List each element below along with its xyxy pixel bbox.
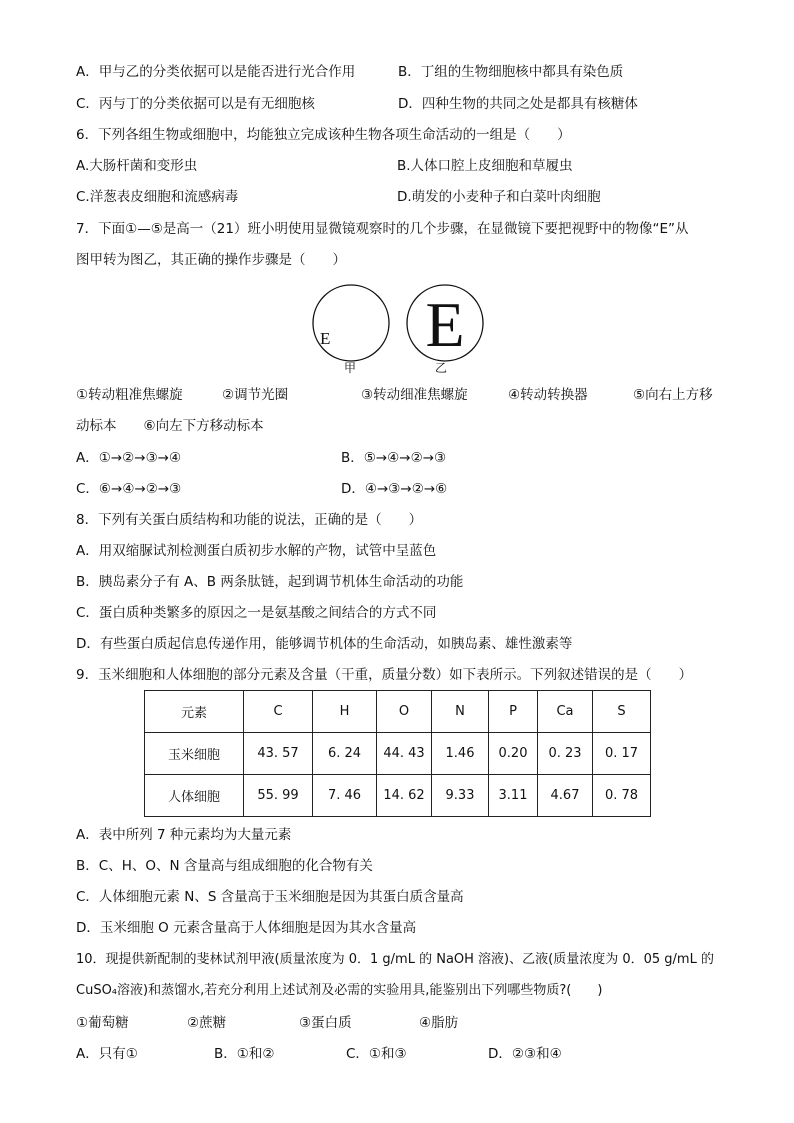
table-cell: 0. 23	[538, 733, 593, 775]
q9-option-a: A．表中所列 7 种元素均为大量元素	[76, 827, 292, 843]
table-header-cell: P	[489, 691, 538, 733]
table-header-row	[145, 691, 651, 733]
q5-option-c: C．丙与丁的分类依据可以是有无细胞核	[76, 96, 315, 112]
table-row	[145, 775, 651, 817]
q10-option-a: A．只有①	[76, 1046, 138, 1062]
table-cell: 9.33	[432, 775, 489, 817]
q8-stem: 8．下列有关蛋白质结构和功能的说法，正确的是（ ）	[76, 512, 423, 528]
q10-item-4: ④脂肪	[419, 1015, 459, 1031]
q7-step-2: ②调节光圈	[222, 387, 289, 403]
table-header-cell: H	[313, 691, 377, 733]
letter-e-small: E	[320, 329, 331, 348]
q7-step-4: ④转动转换器	[508, 387, 588, 403]
table-header-cell: Ca	[538, 691, 593, 733]
q7-stem-line2: 图甲转为图乙，其正确的操作步骤是（ ）	[76, 252, 346, 268]
q8-option-d: D．有些蛋白质起信息传递作用，能够调节机体的生命活动，如胰岛素、雄性激素等	[76, 636, 573, 652]
table-header-cell: O	[377, 691, 432, 733]
table-cell: 人体细胞	[145, 775, 244, 817]
table-cell: 14. 62	[377, 775, 432, 817]
table-cell: 0.20	[489, 733, 538, 775]
q9-stem: 9．玉米细胞和人体细胞的部分元素及含量（干重，质量分数）如下表所示。下列叙述错误的是（ ）	[76, 667, 693, 683]
table-cell: 3.11	[489, 775, 538, 817]
view-circle-jia	[313, 285, 389, 361]
table-cell: 1.46	[432, 733, 489, 775]
q7-option-a: A．①→②→③→④	[76, 450, 182, 466]
table-cell: 55. 99	[244, 775, 313, 817]
q10-item-2: ②蔗糖	[187, 1015, 227, 1031]
element-content-table	[144, 690, 651, 817]
table-cell: 6. 24	[313, 733, 377, 775]
caption-yi: 乙	[435, 361, 448, 375]
q9-option-d: D．玉米细胞 O 元素含量高于人体细胞是因为其水含量高	[76, 920, 417, 936]
q8-option-c: C．蛋白质种类繁多的原因之一是氨基酸之间结合的方式不同	[76, 605, 437, 621]
q7-option-b: B．⑤→④→②→③	[341, 450, 447, 466]
q8-option-a: A．用双缩脲试剂检测蛋白质初步水解的产物，试管中呈蓝色	[76, 543, 437, 559]
q9-option-c: C．人体细胞元素 N、S 含量高于玉米细胞是因为其蛋白质含量高	[76, 889, 464, 905]
q5-option-d: D．四种生物的共同之处是都具有核糖体	[398, 96, 638, 112]
q7-step-1: ①转动粗准焦螺旋	[76, 387, 183, 403]
table-header-cell: S	[593, 691, 651, 733]
q10-stem-line2: CuSO₄溶液)和蒸馏水,若充分利用上述试剂及必需的实验用具,能鉴别出下列哪些物质?( )	[76, 983, 603, 998]
q6-option-a: A.大肠杆菌和变形虫	[76, 158, 198, 174]
q9-option-b: B．C、H、O、N 含量高与组成细胞的化合物有关	[76, 858, 373, 874]
q10-item-1: ①葡萄糖	[76, 1015, 129, 1031]
table-header-cell: 元素	[145, 691, 244, 733]
q5-option-a: A．甲与乙的分类依据可以是能否进行光合作用	[76, 64, 356, 80]
table-cell: 44. 43	[377, 733, 432, 775]
table-cell: 7. 46	[313, 775, 377, 817]
q7-stem-line1: 7．下面①—⑤是高一（21）班小明使用显微镜观察时的几个步骤，在显微镜下要把视野中的物像“E”从	[76, 221, 689, 237]
microscope-view-figure	[310, 280, 490, 375]
table-cell: 玉米细胞	[145, 733, 244, 775]
table-header-cell: C	[244, 691, 313, 733]
q8-option-b: B．胰岛素分子有 A、B 两条肽链，起到调节机体生命活动的功能	[76, 574, 464, 590]
q6-option-d: D.萌发的小麦种子和白菜叶肉细胞	[397, 189, 601, 205]
q10-option-d: D．②③和④	[488, 1046, 562, 1062]
q10-option-c: C．①和③	[346, 1046, 407, 1062]
q6-option-b: B.人体口腔上皮细胞和草履虫	[397, 158, 573, 174]
q6-stem: 6．下列各组生物或细胞中，均能独立完成该种生物各项生命活动的一组是（ ）	[76, 127, 571, 143]
q7-steps-line2: 动标本 ⑥向左下方移动标本	[76, 418, 264, 434]
q7-step-3: ③转动细准焦螺旋	[361, 387, 468, 403]
table-cell: 0. 78	[593, 775, 651, 817]
caption-jia: 甲	[344, 361, 357, 375]
q6-option-c: C.洋葱表皮细胞和流感病毒	[76, 189, 239, 205]
table-cell: 0. 17	[593, 733, 651, 775]
q7-option-d: D．④→③→②→⑥	[341, 481, 448, 497]
table-header-cell: N	[432, 691, 489, 733]
table-row	[145, 733, 651, 775]
letter-e-large: E	[425, 289, 465, 360]
q5-option-b: B．丁组的生物细胞核中都具有染色质	[398, 64, 624, 80]
table-cell: 4.67	[538, 775, 593, 817]
q10-item-3: ③蛋白质	[299, 1015, 352, 1031]
q7-step-5: ⑤向右上方移	[633, 387, 713, 403]
q10-stem-line1: 10．现提供新配制的斐林试剂甲液(质量浓度为 0．1 g/mL 的 NaOH 溶液)、乙液(质量浓度为 0．05 g/mL 的	[76, 952, 714, 967]
q10-option-b: B．①和②	[214, 1046, 275, 1062]
q7-option-c: C．⑥→④→②→③	[76, 481, 182, 497]
table-cell: 43. 57	[244, 733, 313, 775]
